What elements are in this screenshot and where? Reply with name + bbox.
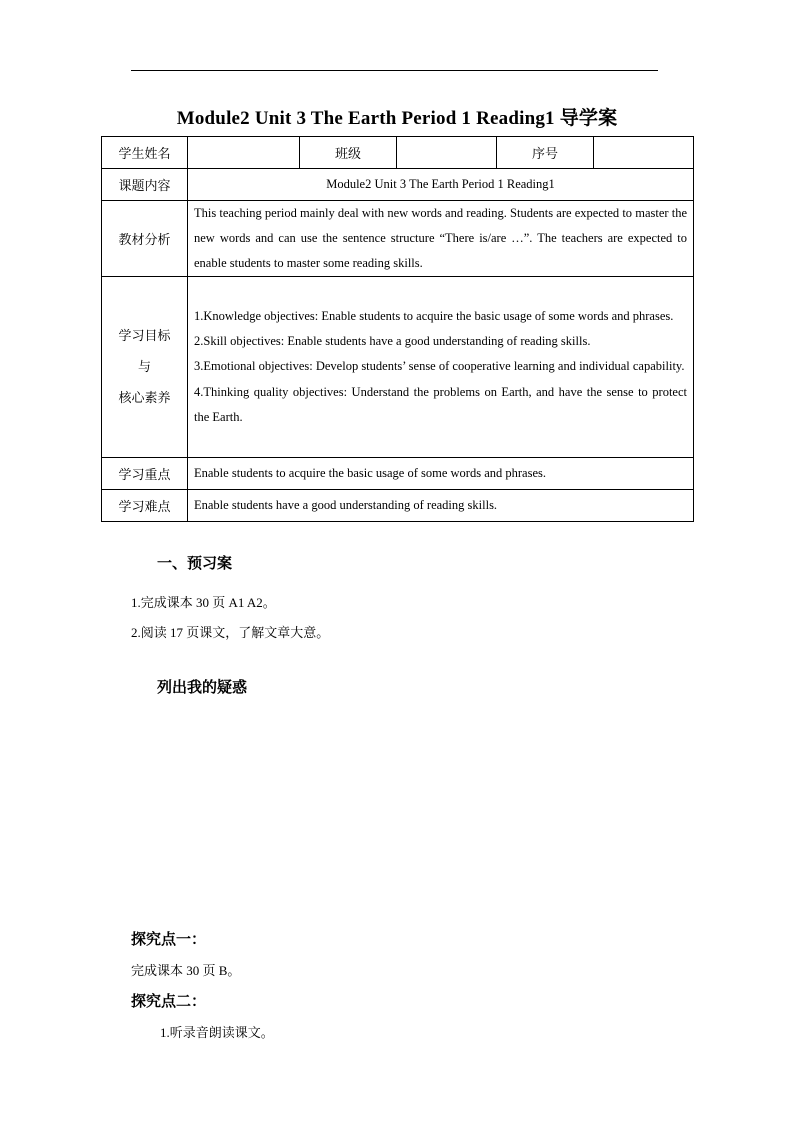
table-row-key-points [102,458,694,490]
objective-item: 1.Knowledge objectives: Enable students to acquire the basic usage of some words and phrases. [194,308,674,323]
explore-point2-heading: 探究点二： [131,992,207,1010]
explore-point2-item1: 1.听录音朗读课文。 [160,1025,274,1040]
explore-point1-heading: 探究点一： [131,930,207,948]
questions-heading: 列出我的疑惑 [157,678,248,696]
analysis-value: This teaching period mainly deal with new words and reading. Students are expected to master the new words and can use the sentence structure “There is/are …”. The teachers are expected to enable students to master some reading skills. [188,201,694,277]
difficulties-value: Enable students have a good understanding of reading skills. [188,490,694,522]
student-name-value [188,137,300,169]
topic-label: 课题内容 [102,169,188,201]
analysis-label: 教材分析 [102,201,188,277]
preview-item-1: 1.完成课本 30 页 A1 A2。 [131,595,276,610]
class-label: 班级 [300,137,397,169]
objective-item: 4.Thinking quality objectives: Understand the problems on Earth, and have the sense to protect the Earth. [194,384,687,424]
table-row-topic [102,169,694,201]
difficulties-label: 学习难点 [102,490,188,522]
table-row-difficulties [102,490,694,522]
objectives-label [102,277,188,458]
objectives-label-line2: 与 [137,359,151,375]
student-name-label: 学生姓名 [102,137,188,169]
table-row-analysis [102,201,694,277]
objective-item: 2.Skill objectives: Enable students have a good understanding of reading skills. [194,334,591,349]
table-row-objectives [102,277,694,458]
header-rule [131,70,658,71]
topic-value: Module2 Unit 3 The Earth Period 1 Reading1 [188,169,694,201]
objectives-value [188,277,694,458]
objectives-label-line1: 学习目标 [118,328,171,344]
seat-value [594,137,694,169]
key-points-value: Enable students to acquire the basic usage of some words and phrases. [188,458,694,490]
lesson-plan-table [101,136,694,522]
page-title: Module2 Unit 3 The Earth Period 1 Reading1 导学案 [176,108,618,129]
key-points-label: 学习重点 [102,458,188,490]
objectives-label-line3: 核心素养 [118,390,171,406]
class-value [397,137,497,169]
table-row-student [102,137,694,169]
seat-label: 序号 [497,137,594,169]
preview-heading: 一、预习案 [157,554,233,572]
preview-item-2: 2.阅读 17 页课文，了解文章大意。 [131,625,330,640]
objective-item: 3.Emotional objectives: Develop students’ sense of cooperative learning and individual capability. [194,359,685,374]
explore-point1-text: 完成课本 30 页 B。 [131,963,241,978]
